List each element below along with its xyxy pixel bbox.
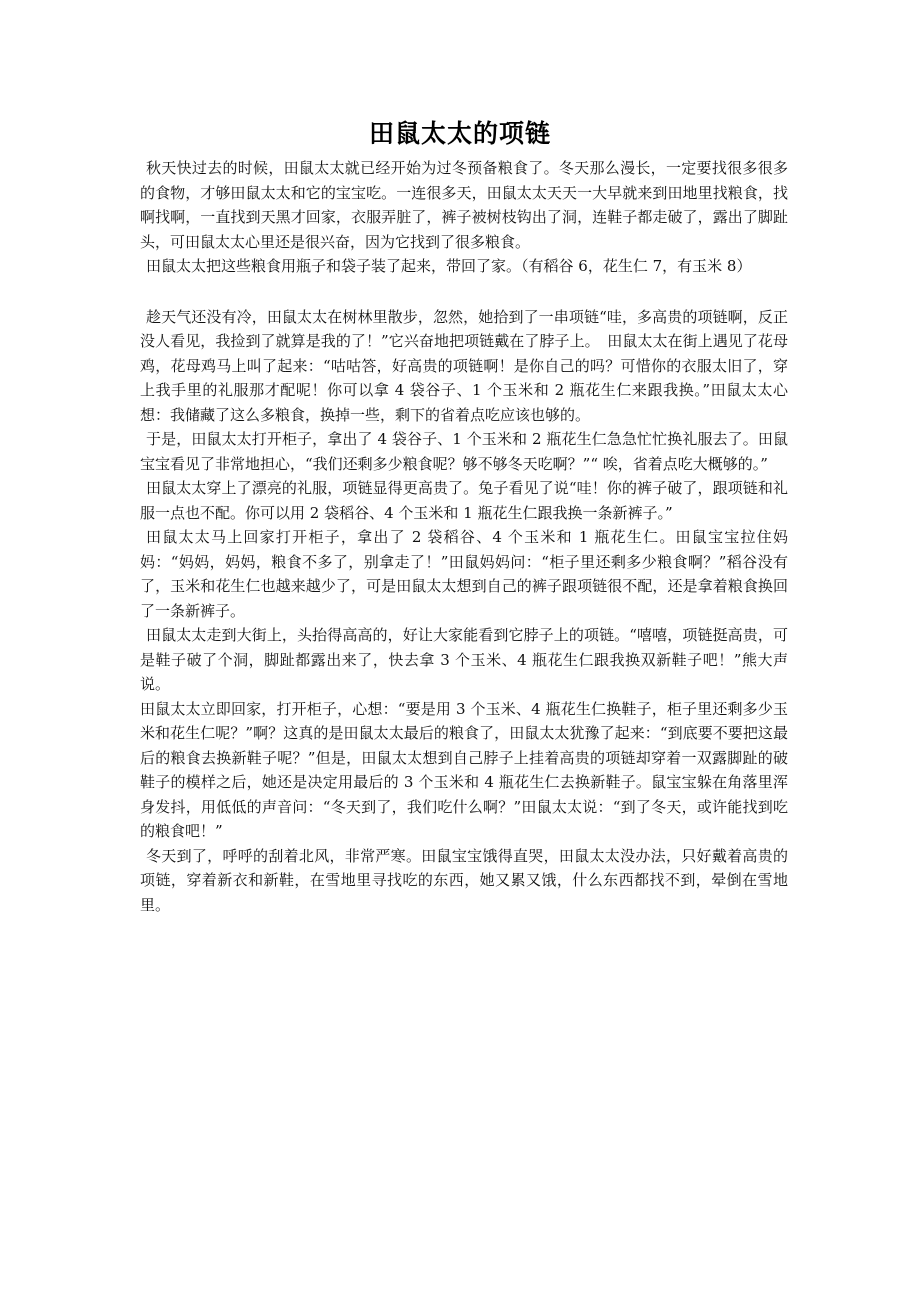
paragraph: 田鼠太太穿上了漂亮的礼服，项链显得更高贵了。兔子看见了说“哇！你的裤子破了，跟项链和礼服一点也不配。你可以用 2 袋稻谷、4 个玉米和 1 瓶花生仁跟我换一条新裤子。” [140,479,788,522]
paragraph: 秋天快过去的时候，田鼠太太就已经开始为过冬预备粮食了。冬天那么漫长，一定要找很多很多的食物，才够田鼠太太和它的宝宝吃。一连很多天，田鼠太太天天一大早就来到田地里找粮食，找啊找啊，一直找到天黑才回家，衣服弄脏了，裤子被树枝钩出了洞，连鞋子都走破了，露出了脚趾头，可田鼠太太心里还是很兴奋，因为它找到了很多粮食。 [140,159,788,251]
paragraph-spacer [140,279,788,305]
paragraph: 于是，田鼠太太打开柜子，拿出了 4 袋谷子、1 个玉米和 2 瓶花生仁急急忙忙换礼服去了。田鼠宝宝看见了非常地担心，“我们还剩多少粮食呢？够不够冬天吃啊？”“ 唉，省着点吃大概够的。” [140,430,788,473]
paragraph: 冬天到了，呼呼的刮着北风，非常严寒。田鼠宝宝饿得直哭，田鼠太太没办法，只好戴着高贵的项链，穿着新衣和新鞋，在雪地里寻找吃的东西，她又累又饿，什么东西都找不到，晕倒在雪地里。 [140,846,788,914]
paragraph: 田鼠太太立即回家，打开柜子，心想：“要是用 3 个玉米、4 瓶花生仁换鞋子，柜子里还剩多少玉米和花生仁呢？”啊？这真的是田鼠太太最后的粮食了，田鼠太太犹豫了起来：“到底要不要把这最后的粮食去换新鞋子呢？”但是，田鼠太太想到自己脖子上挂着高贵的项链却穿着一双露脚趾的破鞋子的模样之后，她还是决定用最后的 3 个玉米和 4 瓶花生仁去换新鞋子。鼠宝宝躲在角落里浑身发抖，用低低的声音问：“冬天到了，我们吃什么啊？”田鼠太太说：“到了冬天，或许能找到吃的粮食吧！” [140,699,788,840]
document-title: 田鼠太太的项链 [368,119,551,148]
paragraph: 田鼠太太把这些粮食用瓶子和袋子装了起来，带回了家。（有稻谷 6，花生仁 7，有玉米 8） [146,257,752,275]
paragraph: 田鼠太太马上回家打开柜子，拿出了 2 袋稻谷、4 个玉米和 1 瓶花生仁。田鼠宝宝拉住妈妈：“妈妈，妈妈，粮食不多了，别拿走了！”田鼠妈妈问：“柜子里还剩多少粮食啊？”稻谷没有了，玉米和花生仁也越来越少了，可是田鼠太太想到自己的裤子跟项链很不配，还是拿着粮食换回了一条新裤子。 [140,528,788,620]
paragraph: 田鼠太太走到大街上，头抬得高高的，好让大家能看到它脖子上的项链。“嘻嘻，项链挺高贵，可是鞋子破了个洞，脚趾都露出来了，快去拿 3 个玉米、4 瓶花生仁跟我换双新鞋子吧！”熊大声说。 [140,626,788,693]
document-body [140,156,788,917]
paragraph: 趁天气还没有冷，田鼠太太在树林里散步，忽然，她拾到了一串项链“哇，多高贵的项链啊，反正没人看见，我捡到了就算是我的了！”它兴奋地把项链戴在了脖子上。 田鼠太太在街上遇见了花母鸡，花母鸡马上叫了起来：“咕咕答，好高贵的项链啊！是你自己的吗？可惜你的衣服太旧了，穿上我手里的礼服那才配呢！你可以拿 4 袋谷子、1 个玉米和 2 瓶花生仁来跟我换。”田鼠太太心想：我储藏了这么多粮食，换掉一些，剩下的省着点吃应该也够的。 [140,307,788,424]
